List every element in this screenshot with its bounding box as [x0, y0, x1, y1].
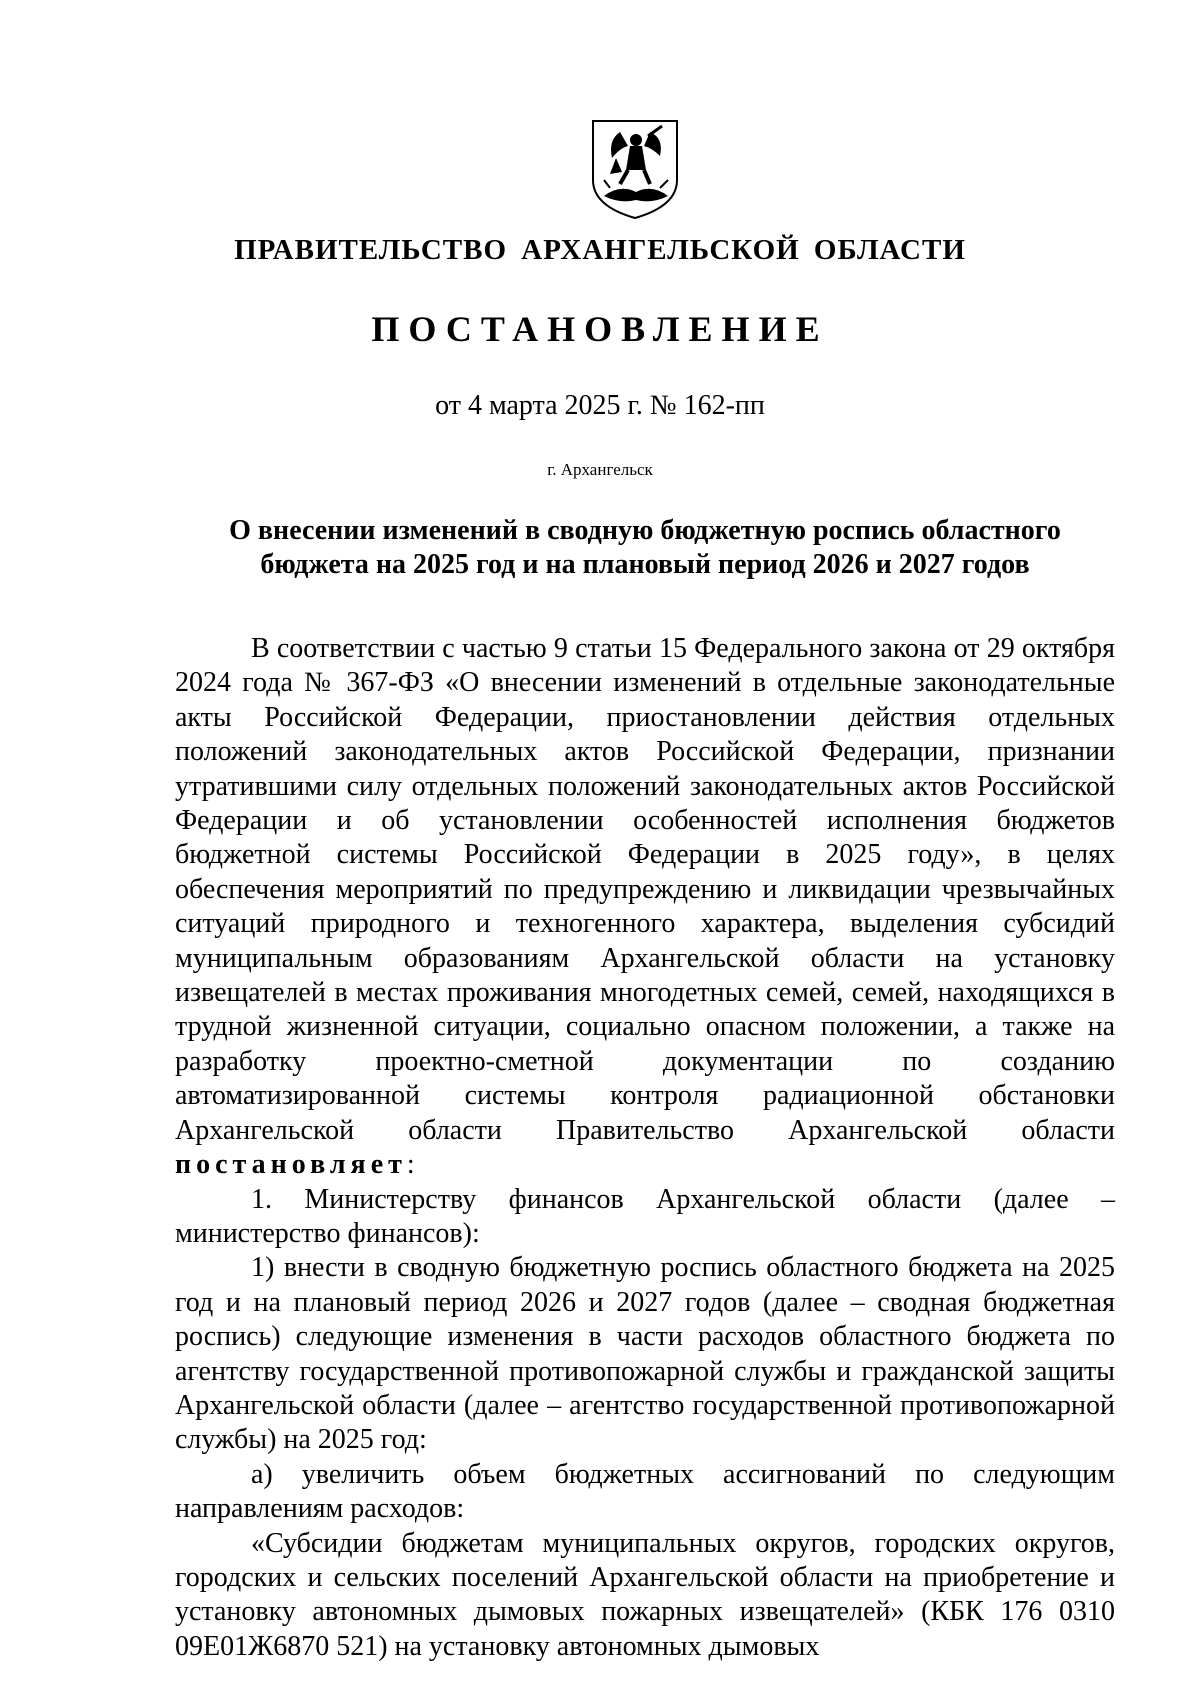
document-date-number: от 4 марта 2025 г. № 162-пп: [435, 390, 765, 421]
preamble-text: В соответствии с частью 9 статьи 15 Федерального закона от 29 октября 2024 года № 367-ФЗ «О внесении изменений в отдельные законодательные акты Российской Федерации, приостановлении действия отдельных положений законодательных актов Российской Федерации, признании утратившими силу отдельных положений законодательных актов Российской Федерации и об установлении особенностей исполнения бюджетов бюджетной системы Российской Федерации в 2025 году», в целях обеспечения мероприятий по предупреждению и ликвидации чрезвычайных ситуаций природного и техногенного характера, выделения субсидий муниципальным образованиям Архангельской области на установку извещателей в местах проживания многодетных семей, семей, находящихся в трудной жизненной ситуации, социально опасном положении, а также на разработку проектно-сметной документации по созданию автоматизированной системы контроля радиационной обстановки Архангельской области Правительство Архангельской области: [175, 633, 1115, 1146]
government-name: ПРАВИТЕЛЬСТВО АРХАНГЕЛЬСКОЙ ОБЛАСТИ: [234, 234, 966, 266]
document-type: ПОСТАНОВЛЕНИЕ: [371, 309, 829, 349]
coat-of-arms-icon: [590, 118, 680, 220]
paragraph-subsidy: «Субсидии бюджетам муниципальных округов, городских округов, городских и сельских поселений Архангельской области на приобретение и установку автономных дымовых пожарных извещателей» (КБК 176 0310 09Е01Ж6870 521) на установку автономных дымовых: [175, 1527, 1115, 1662]
paragraph-subitem-1: 1) внести в сводную бюджетную роспись областного бюджета на 2025 год и на плановый период 2026 и 2027 годов (далее – сводная бюджетная роспись) следующие изменения в части расходов областного бюджета по агентству государственной противопожарной службы и гражданской защиты Архангельской области (далее – агентство государственной противопожарной службы) на 2025 год:: [175, 1252, 1115, 1456]
document-heading: [175, 514, 1115, 582]
document-body: [175, 632, 1115, 1664]
paragraph-preamble: [175, 632, 1115, 1183]
resolves-word: постановляет: [175, 1149, 407, 1181]
heading-line-1: О внесении изменений в сводную бюджетную роспись областного: [229, 515, 1061, 546]
paragraph-item-1: 1. Министерству финансов Архангельской области (далее – министерство финансов):: [175, 1183, 1115, 1249]
paragraph-subitem-a: а) увеличить объем бюджетных ассигнований по следующим направлениям расходов:: [175, 1458, 1115, 1525]
preamble-colon: :: [406, 1149, 415, 1181]
heading-line-2: бюджета на 2025 год и на плановый период 2026 и 2027 годов: [260, 549, 1030, 580]
document-city: г. Архангельск: [547, 460, 653, 479]
